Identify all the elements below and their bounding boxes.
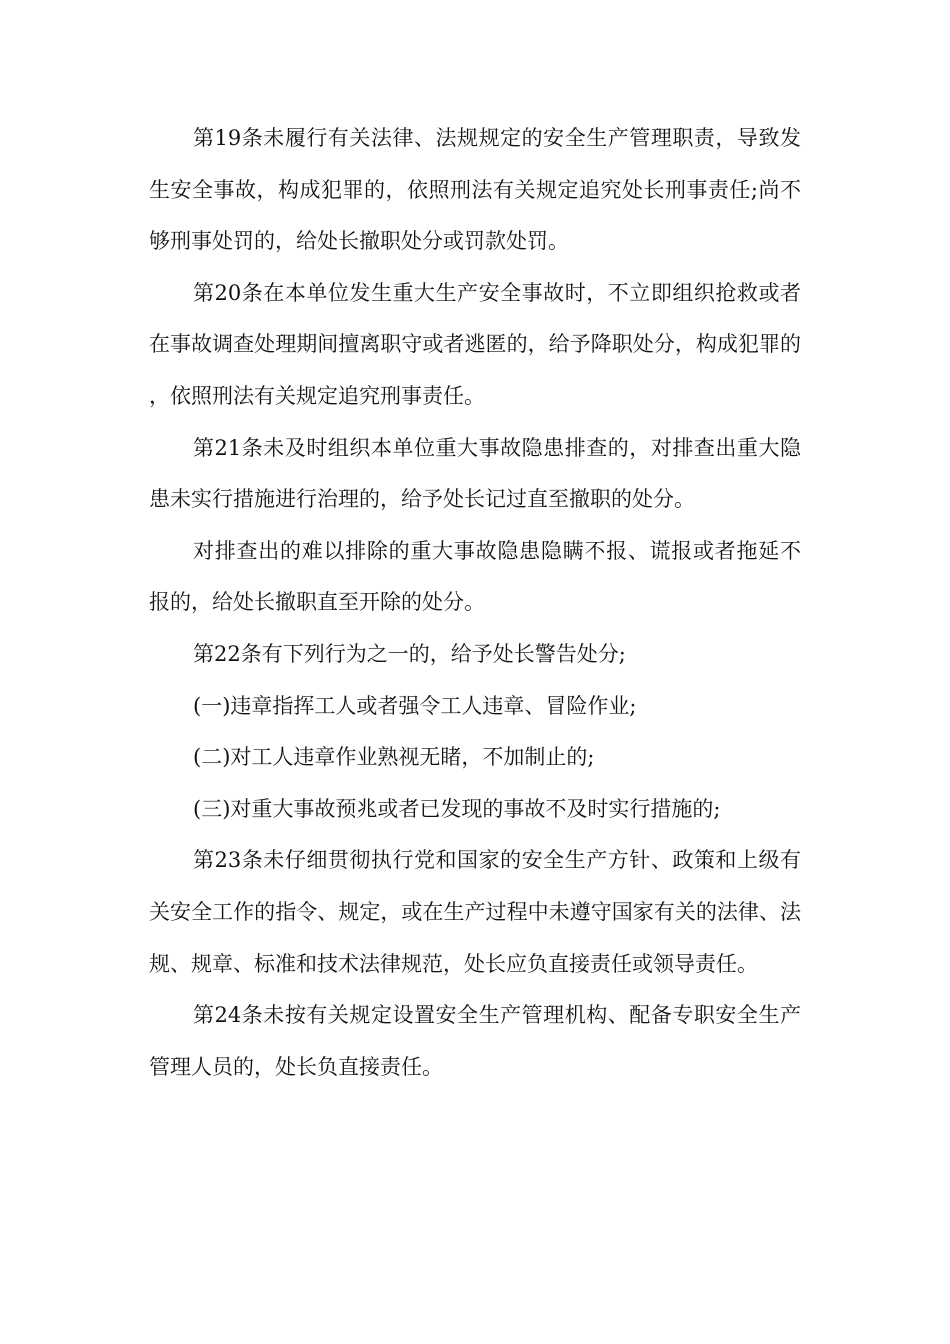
paragraph-article-19: 第19条未履行有关法律、法规规定的安全生产管理职责，导致发生安全事故，构成犯罪的，依照刑法有关规定追究处长刑事责任;尚不够刑事处罚的，给处长撤职处分或罚款处罚。: [149, 126, 801, 254]
paragraph-article-23: 第23条未仔细贯彻执行党和国家的安全生产方针、政策和上级有关安全工作的指令、规定，或在生产过程中未遵守国家有关的法律、法规、规章、标准和技术法律规范，处长应负直接责任或领导责任。: [149, 848, 801, 976]
paragraph-article-21: 第21条未及时组织本单位重大事故隐患排查的，对排查出重大隐患未实行措施进行治理的，给予处长记过直至撤职的处分。: [149, 435, 801, 512]
paragraph-item-1: (一)违章指挥工人或者强令工人违章、冒险作业;: [193, 693, 637, 718]
paragraph-item-2: (二)对工人违章作业熟视无睹，不加制止的;: [193, 745, 595, 770]
paragraph-article-21-continued: 对排查出的难以排除的重大事故隐患隐瞒不报、谎报或者拖延不报的，给处长撤职直至开除的处分。: [149, 538, 801, 615]
paragraph-item-3: (三)对重大事故预兆或者已发现的事故不及时实行措施的;: [193, 796, 721, 821]
paragraph-article-22: 第22条有下列行为之一的，给予处长警告处分;: [193, 641, 626, 666]
paragraph-article-24: 第24条未按有关规定设置安全生产管理机构、配备专职安全生产管理人员的，处长负直接责任。: [149, 1003, 801, 1079]
paragraph-article-20: 第20条在本单位发生重大生产安全事故时，不立即组织抢救或者在事故调查处理期间擅离职守或者逃匿的，给予降职处分，构成犯罪的，依照刑法有关规定追究刑事责任。: [149, 280, 801, 408]
document-page: [149, 113, 801, 1093]
